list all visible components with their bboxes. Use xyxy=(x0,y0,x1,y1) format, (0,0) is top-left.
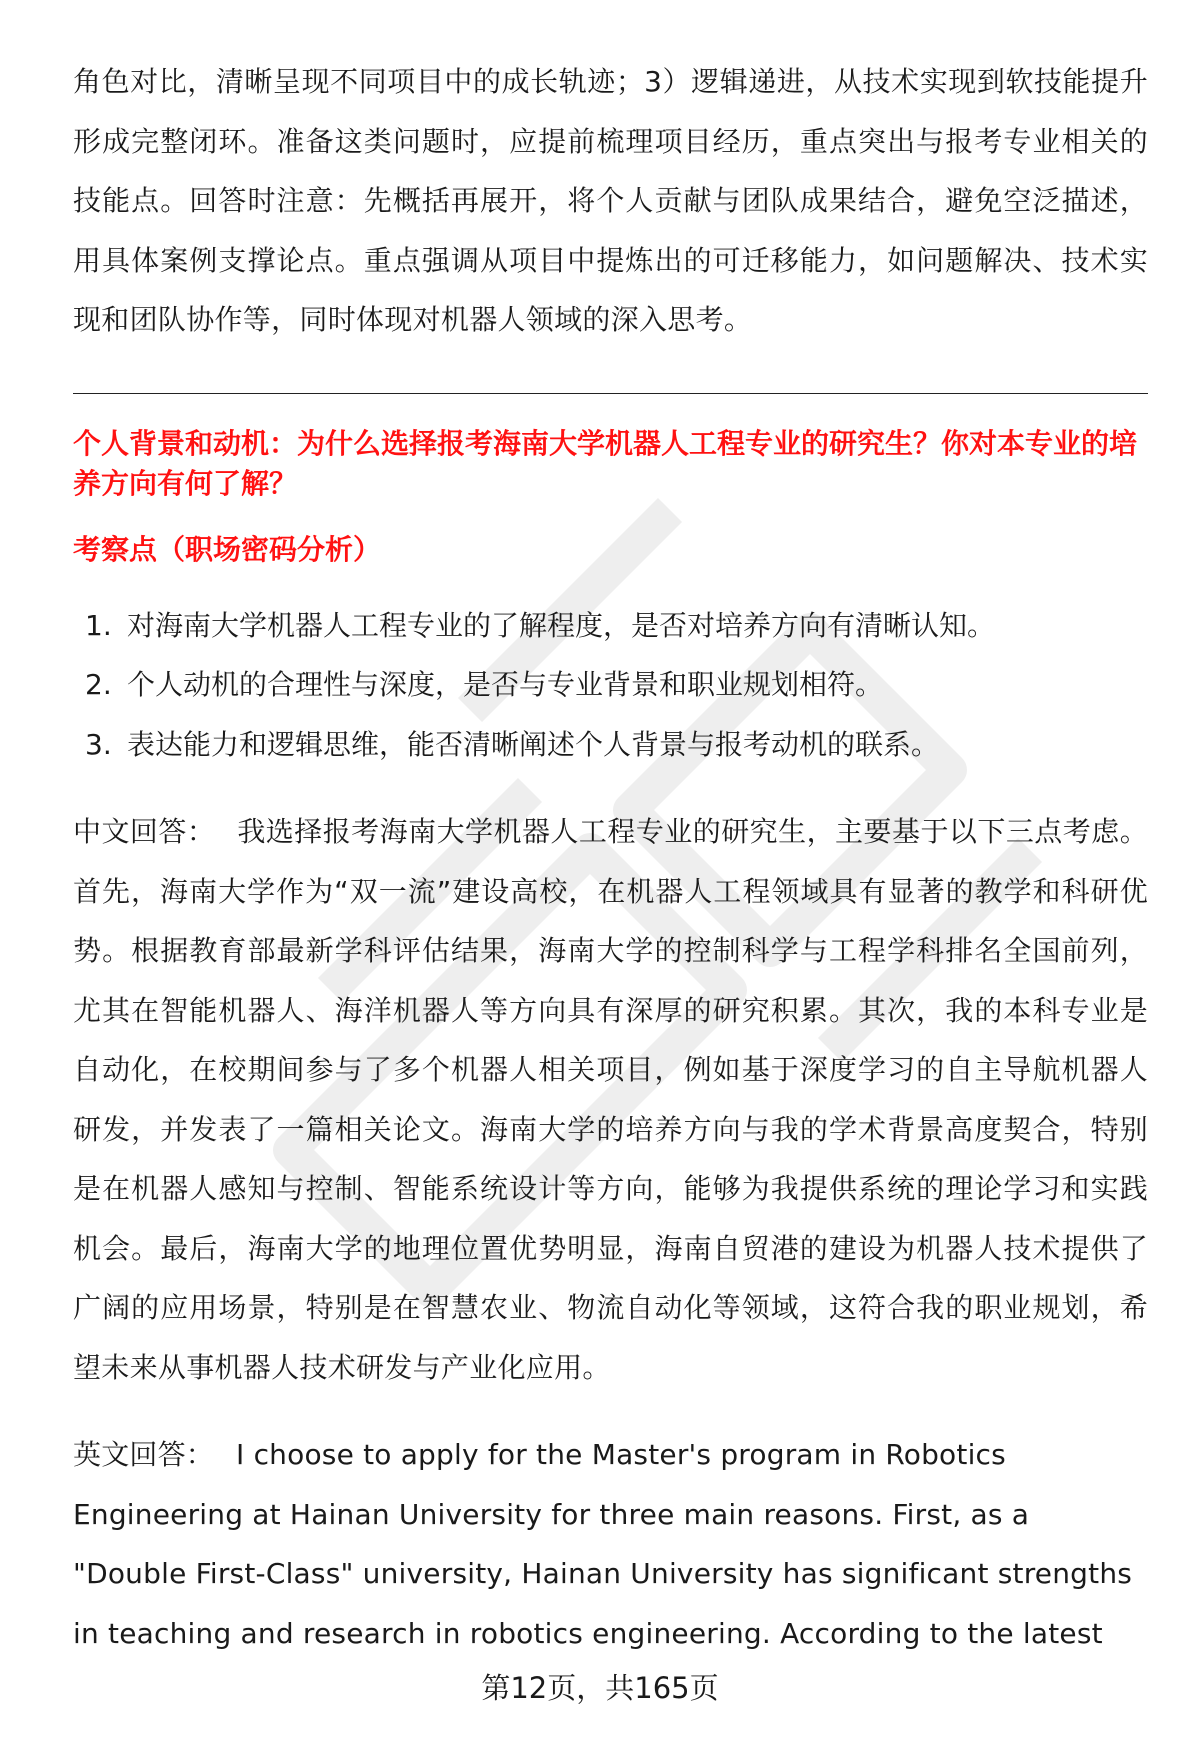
list-text: 个人动机的合理性与深度，是否与专业背景和职业规划相符。 xyxy=(127,668,884,701)
assessment-heading: 考察点（职场密码分析） xyxy=(73,532,382,566)
english-answer xyxy=(73,1425,1148,1663)
section-divider xyxy=(73,393,1148,394)
list-item xyxy=(73,596,1148,656)
assessment-list xyxy=(73,596,1148,775)
chinese-answer xyxy=(73,802,1148,1397)
chinese-answer-label: 中文回答： xyxy=(73,815,216,848)
question-heading: 个人背景和动机：为什么选择报考海南大学机器人工程专业的研究生？你对本专业的培养方向有何了解？ xyxy=(73,426,1138,500)
document-page xyxy=(73,52,1148,1663)
list-text: 对海南大学机器人工程专业的了解程度，是否对培养方向有清晰认知。 xyxy=(127,608,996,642)
list-number: 1. xyxy=(85,608,112,642)
list-number: 2. xyxy=(85,668,112,701)
intro-paragraph: 角色对比，清晰呈现不同项目中的成长轨迹；3）逻辑递进，从技术实现到软技能提升形成完整闭环。准备这类问题时，应提前梳理项目经历，重点突出与报考专业相关的技能点。回答时注意：先概括再展开，将个人贡献与团队成果结合，避免空泛描述，用具体案例支撑论点。重点强调从项目中提炼出的可迁移能力，如问题解决、技术实现和团队协作等，同时体现对机器人领域的深入思考。 xyxy=(73,65,1148,336)
list-text: 表达能力和逻辑思维，能否清晰阐述个人背景与报考动机的联系。 xyxy=(127,727,940,761)
list-item xyxy=(73,655,1148,715)
english-answer-label: 英文回答： xyxy=(73,1438,215,1471)
list-number: 3. xyxy=(85,727,112,761)
page-number-footer: 第12页，共165页 xyxy=(481,1671,719,1705)
list-item xyxy=(73,715,1148,775)
chinese-answer-text: 我选择报考海南大学机器人工程专业的研究生，主要基于以下三点考虑。首先，海南大学作为“双一流”建设高校，在机器人工程领域具有显著的教学和科研优势。根据教育部最新学科评估结果，海南大学的控制科学与工程学科排名全国前列，尤其在智能机器人、海洋机器人等方向具有深厚的研究积累。其次，我的本科专业是自动化，在校期间参与了多个机器人相关项目，例如基于深度学习的自主导航机器人研发，并发表了一篇相关论文。海南大学的培养方向与我的学术背景高度契合，特别是在机器人感知与控制、智能系统设计等方向，能够为我提供系统的理论学习和实践机会。最后，海南大学的地理位置优势明显，海南自贸港的建设为机器人技术提供了广阔的应用场景，特别是在智慧农业、物流自动化等领域，这符合我的职业规划，希望未来从事机器人技术研发与产业化应用。 xyxy=(73,815,1148,1384)
english-answer-text: I choose to apply for the Master's program in Robotics Engineering at Hainan University for three main reasons. First, as a "Double First-Class" university, Hainan University has significant strengths in teaching and research in robotics engineering. According to the latest xyxy=(73,1438,1133,1650)
